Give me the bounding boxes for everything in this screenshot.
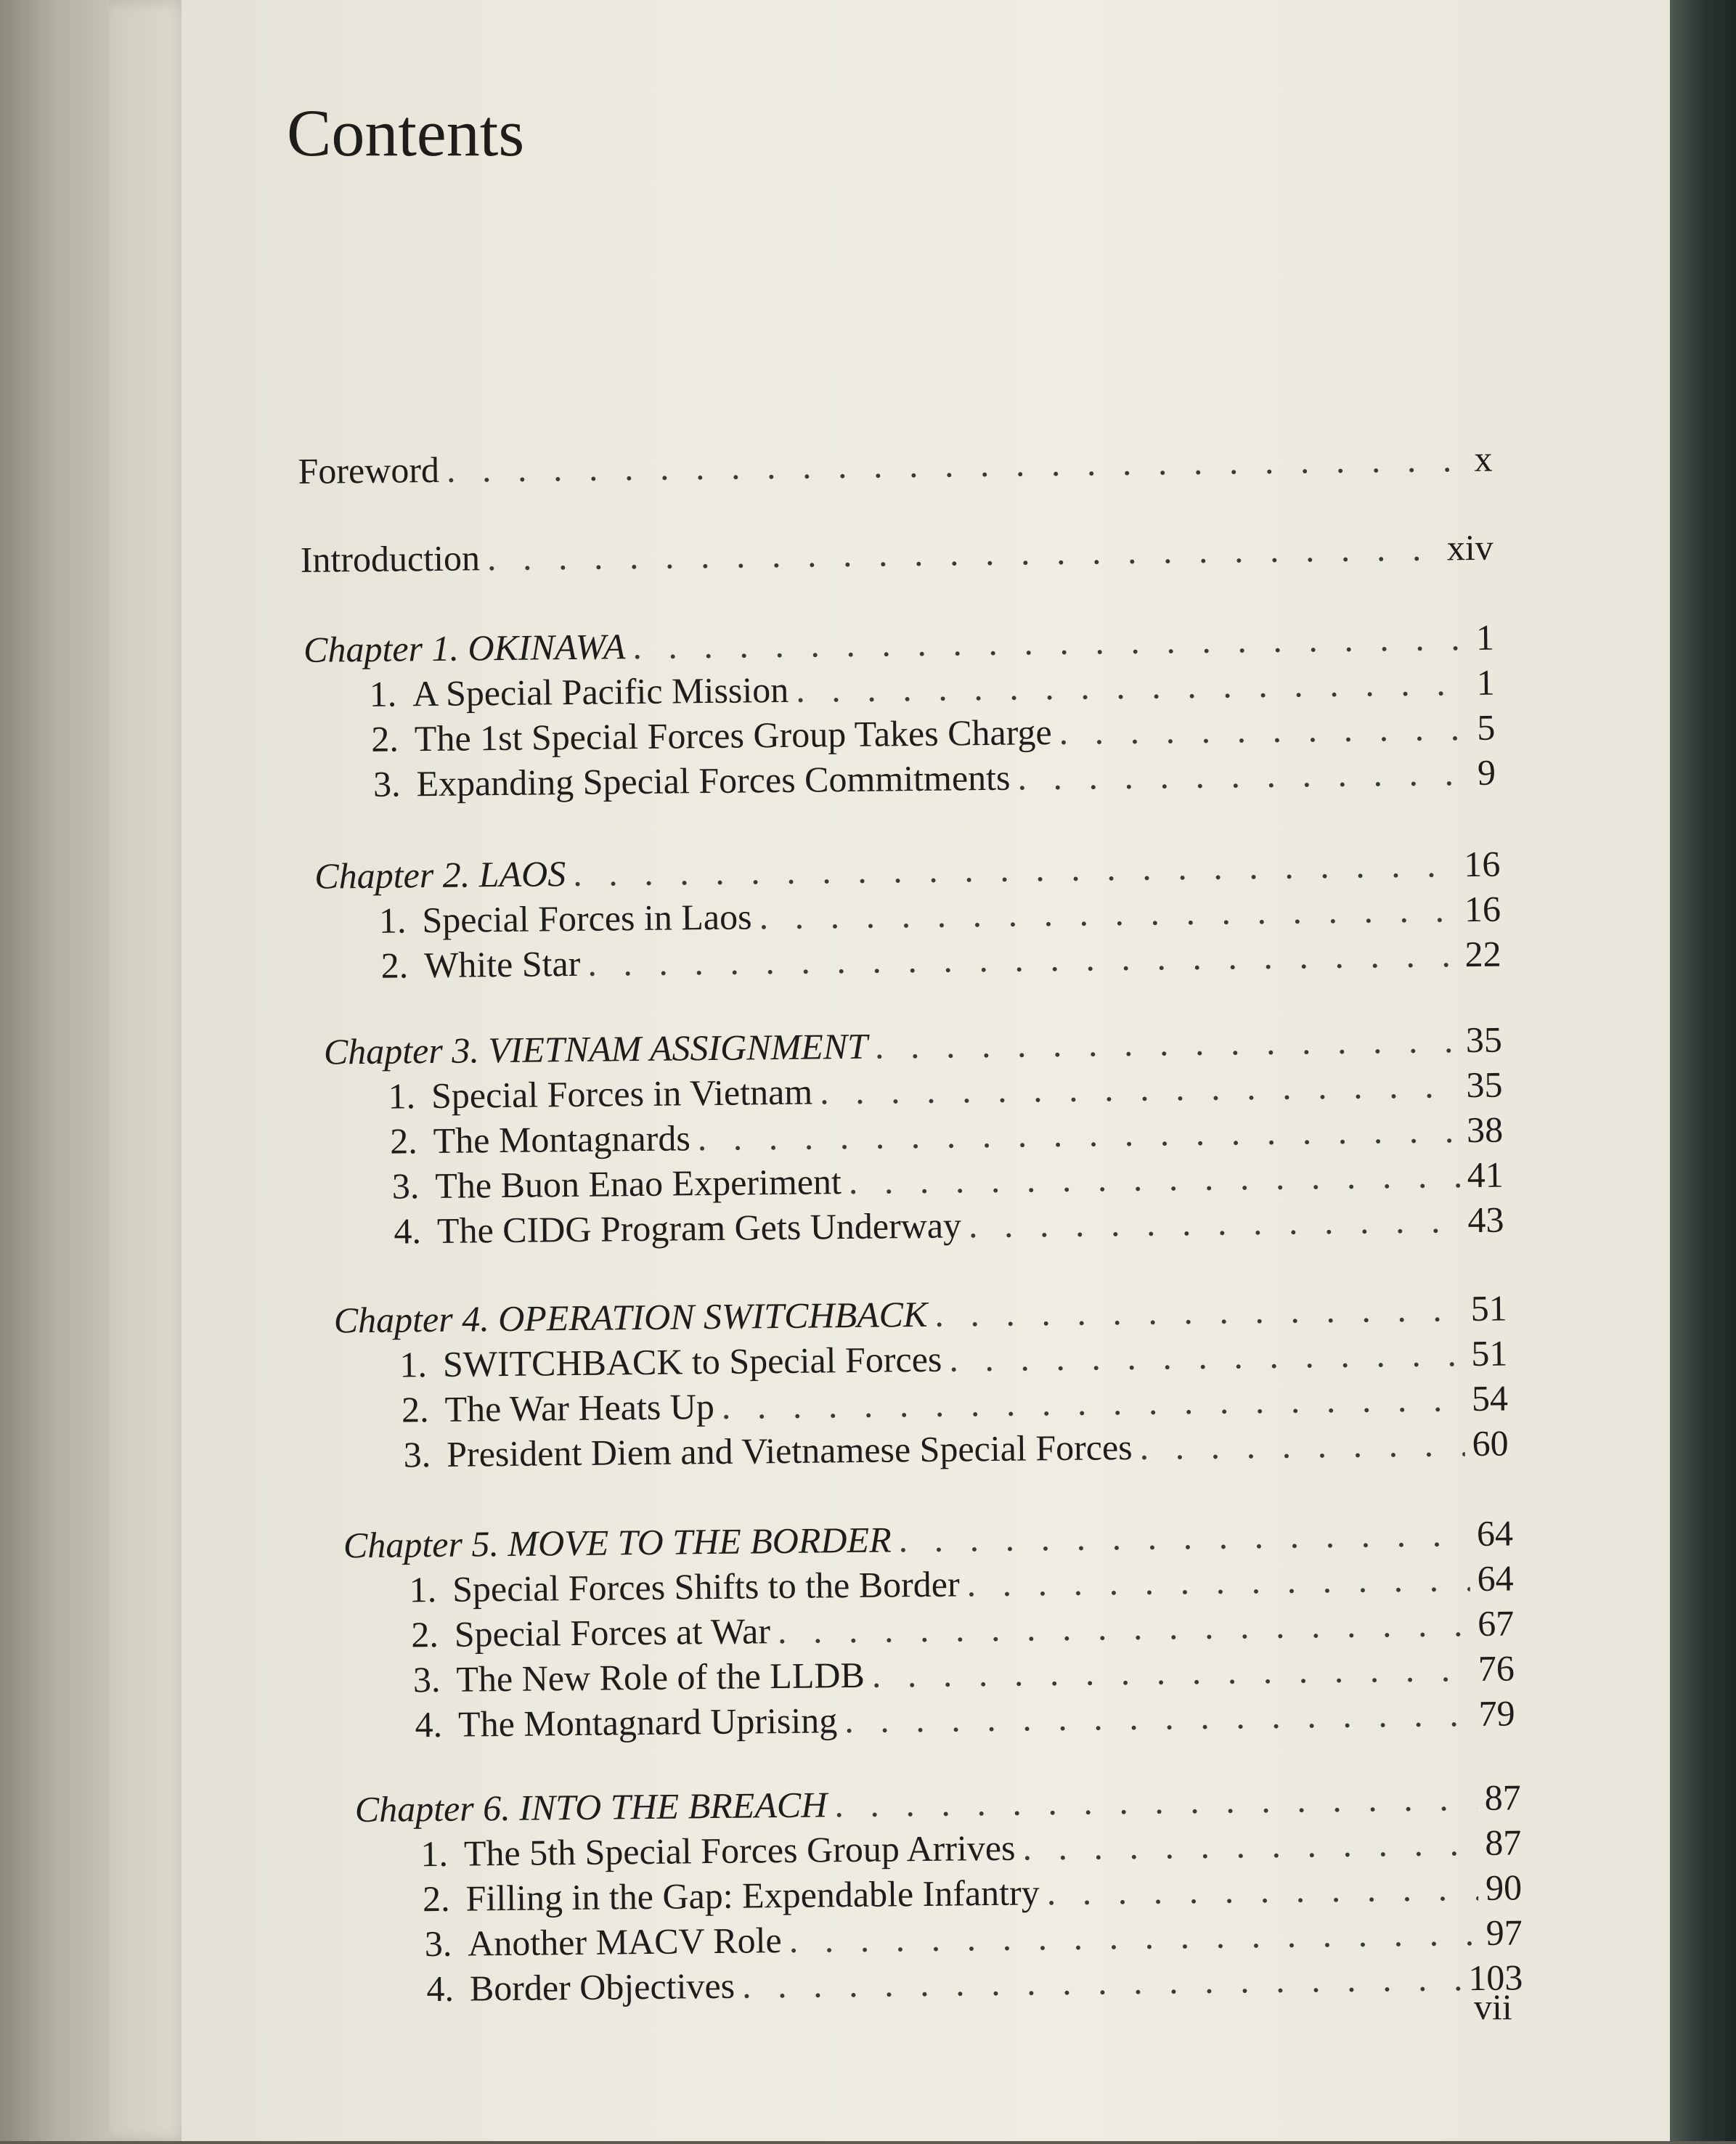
entry-title: Chapter 4. OPERATION SWITCHBACK <box>333 1293 928 1341</box>
dot-leader <box>849 1154 1460 1202</box>
page-title: Contents <box>287 96 525 170</box>
section-entry[interactable] <box>373 751 1496 805</box>
dot-leader <box>697 1109 1459 1159</box>
entry-title: Special Forces in Laos <box>422 896 752 941</box>
dot-leader <box>759 888 1457 937</box>
dot-leader <box>447 438 1467 491</box>
entry-title: Another MACV Role <box>467 1920 782 1964</box>
dot-leader <box>934 1287 1464 1335</box>
section-entry[interactable] <box>402 1377 1509 1431</box>
dot-leader <box>949 1332 1464 1379</box>
dot-leader <box>875 1019 1459 1067</box>
dot-leader <box>778 1602 1471 1652</box>
dot-leader <box>834 1777 1478 1825</box>
section-entry[interactable] <box>369 661 1495 715</box>
page-ref: 76 <box>1478 1647 1515 1689</box>
page-ref: 35 <box>1465 1019 1503 1061</box>
entry-title: The Montagnards <box>433 1117 691 1161</box>
dot-leader <box>898 1512 1470 1560</box>
entry-title: A Special Pacific Mission <box>412 669 789 714</box>
page-ref: 43 <box>1467 1199 1504 1241</box>
page-ref: 41 <box>1467 1154 1504 1196</box>
page-ref: 9 <box>1477 751 1496 793</box>
toc-entry-foreword[interactable] <box>298 438 1493 492</box>
page-ref: 51 <box>1471 1332 1508 1374</box>
entry-title: Special Forces at War <box>454 1610 771 1655</box>
page-ref: xiv <box>1446 526 1493 568</box>
section-entry[interactable] <box>423 1866 1523 1920</box>
entry-title: The New Role of the LLDB <box>456 1654 865 1700</box>
entry-title: Chapter 1. OKINAWA <box>303 626 626 670</box>
section-number: 1. <box>409 1568 437 1610</box>
entry-title: SWITCHBACK to Special Forces <box>442 1338 942 1385</box>
page-ref: 1 <box>1476 661 1495 703</box>
page-ref: 38 <box>1466 1109 1504 1151</box>
dot-leader <box>1046 1867 1478 1913</box>
entry-title: Foreword <box>298 449 440 492</box>
page-ref: 51 <box>1470 1287 1507 1329</box>
entry-title: The CIDG Program Gets Underway <box>436 1205 962 1251</box>
dot-leader <box>844 1692 1472 1741</box>
page-ref: 79 <box>1478 1692 1515 1734</box>
section-number: 4. <box>426 1968 455 2010</box>
dot-leader <box>1139 1422 1465 1468</box>
section-entry[interactable] <box>371 706 1496 760</box>
section-number: 2. <box>389 1120 417 1162</box>
dot-leader <box>722 1377 1465 1427</box>
page-ref: 64 <box>1476 1512 1514 1554</box>
entry-title: The 1st Special Forces Group Takes Charge <box>414 712 1052 759</box>
page-ref: 87 <box>1484 1777 1522 1818</box>
page-ref: 60 <box>1472 1422 1509 1464</box>
page-ref: 90 <box>1485 1867 1523 1908</box>
section-entry[interactable] <box>413 1647 1515 1700</box>
entry-title: President Diem and Vietnamese Special Forces <box>446 1426 1133 1475</box>
section-entry[interactable] <box>403 1422 1509 1476</box>
dot-leader <box>1059 706 1470 753</box>
section-entry[interactable] <box>394 1199 1504 1252</box>
section-number: 2. <box>401 1389 429 1430</box>
dot-leader <box>632 616 1469 667</box>
page-ref: 64 <box>1477 1557 1514 1599</box>
section-entry[interactable] <box>399 1332 1508 1386</box>
section-entry[interactable] <box>380 933 1501 987</box>
section-entry[interactable] <box>420 1821 1522 1875</box>
section-entry[interactable] <box>426 1956 1523 2010</box>
entry-title: Border Objectives <box>469 1965 735 2009</box>
dot-leader <box>966 1557 1470 1605</box>
section-number: 2. <box>411 1613 439 1655</box>
toc-entry-introduction[interactable] <box>300 526 1493 581</box>
section-number: 1. <box>369 673 397 714</box>
dot-leader <box>1022 1822 1478 1869</box>
entry-title: The 5th Special Forces Group Arrives <box>463 1827 1016 1874</box>
page-ref: 87 <box>1485 1822 1522 1863</box>
section-number: 1. <box>399 1344 428 1385</box>
section-entry[interactable] <box>388 1064 1503 1117</box>
dot-leader <box>871 1647 1471 1696</box>
entry-title: Chapter 5. MOVE TO THE BORDER <box>343 1519 892 1566</box>
section-number: 4. <box>394 1210 422 1252</box>
section-number: 2. <box>380 945 409 986</box>
page-ref: 16 <box>1464 888 1501 930</box>
page-ref: x <box>1474 438 1493 479</box>
entry-title: Special Forces in Vietnam <box>431 1071 813 1117</box>
entry-title: The Buon Enao Experiment <box>435 1161 842 1206</box>
section-number: 2. <box>422 1878 450 1920</box>
dot-leader <box>742 1957 1462 2006</box>
page-ref: 5 <box>1477 706 1496 748</box>
entry-title: Chapter 3. VIETNAM ASSIGNMENT <box>323 1025 868 1072</box>
dot-leader <box>796 661 1470 711</box>
section-number: 3. <box>403 1434 431 1475</box>
entry-title: The War Heats Up <box>444 1385 715 1430</box>
section-number: 3. <box>424 1923 452 1965</box>
page-ref: 16 <box>1463 843 1501 885</box>
dot-leader <box>587 933 1458 985</box>
page-ref: 67 <box>1477 1602 1515 1644</box>
page-ref: 22 <box>1464 933 1501 975</box>
dot-leader <box>969 1199 1461 1246</box>
dot-leader <box>573 843 1457 894</box>
section-entry[interactable] <box>379 888 1501 942</box>
page-number: vii <box>1474 1986 1512 2027</box>
section-number: 4. <box>415 1703 443 1745</box>
section-number: 1. <box>378 900 407 941</box>
page-ref: 35 <box>1466 1064 1503 1106</box>
page-ref: 103 <box>1468 1957 1523 1999</box>
section-number: 3. <box>412 1658 441 1700</box>
section-number: 3. <box>372 763 401 804</box>
entry-title: Special Forces Shifts to the Border <box>452 1563 960 1610</box>
entry-title: Introduction <box>300 537 481 580</box>
section-entry[interactable] <box>424 1911 1523 1965</box>
entry-title: Chapter 6. INTO THE BREACH <box>354 1784 828 1830</box>
section-number: 1. <box>420 1833 449 1875</box>
entry-title: White Star <box>423 942 581 986</box>
section-entry[interactable] <box>411 1602 1515 1655</box>
section-entry[interactable] <box>392 1154 1504 1207</box>
dot-leader <box>487 526 1440 579</box>
section-entry[interactable] <box>390 1109 1504 1162</box>
entry-title: Chapter 2. LAOS <box>314 853 566 897</box>
page-ref: 1 <box>1475 616 1495 658</box>
dot-leader <box>820 1064 1459 1112</box>
dot-leader <box>1017 751 1470 799</box>
section-number: 1. <box>388 1075 416 1117</box>
section-number: 2. <box>371 718 399 759</box>
section-entry[interactable] <box>415 1692 1515 1745</box>
entry-title: The Montagnard Uprising <box>457 1700 838 1745</box>
page-ref: 54 <box>1471 1377 1509 1419</box>
entry-title: Expanding Special Forces Commitments <box>416 757 1011 804</box>
entry-title: Filling in the Gap: Expendable Infantry <box>465 1872 1040 1919</box>
section-number: 3. <box>391 1165 420 1207</box>
section-entry[interactable] <box>409 1557 1514 1610</box>
page-ref: 97 <box>1486 1912 1523 1953</box>
dot-leader <box>788 1912 1479 1961</box>
